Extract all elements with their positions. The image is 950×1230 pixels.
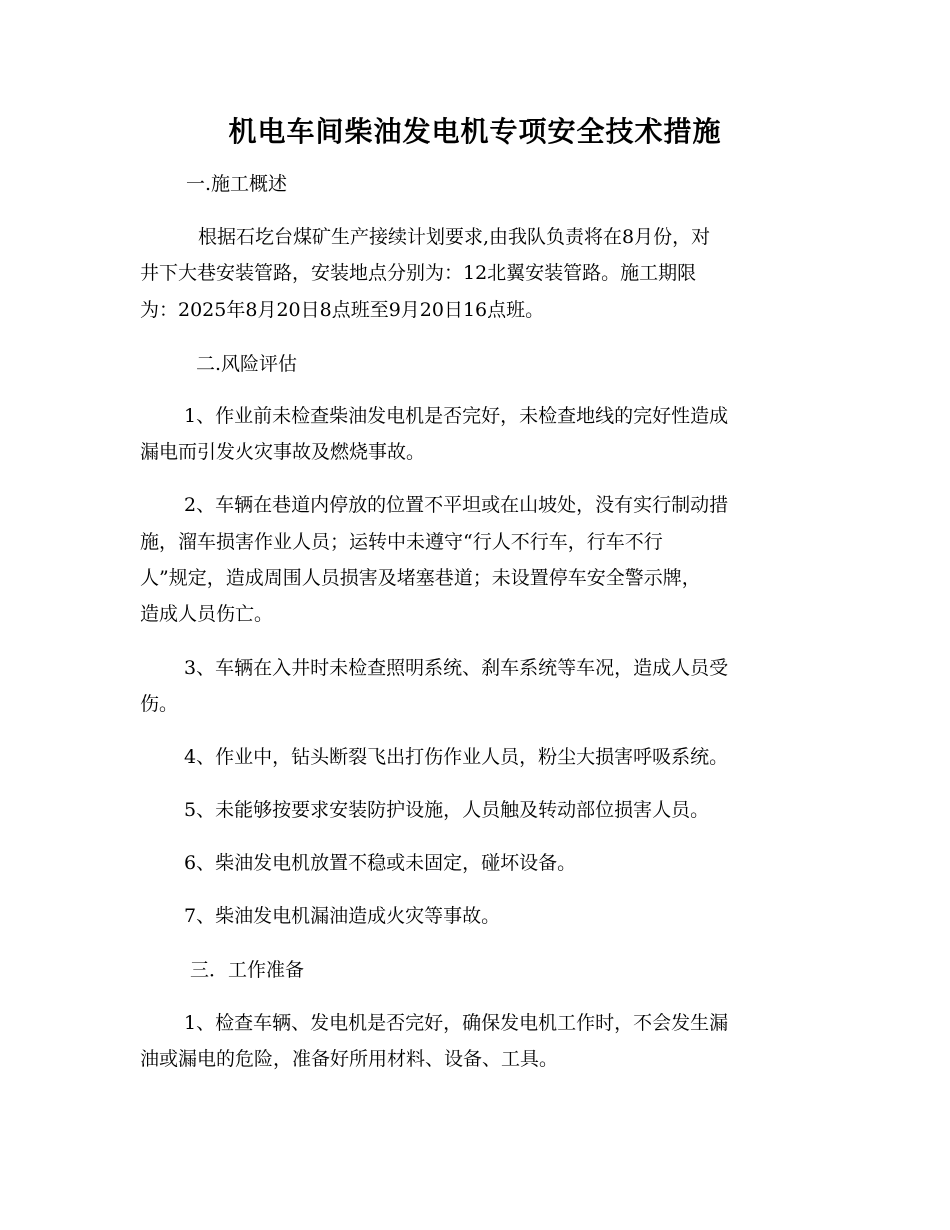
section-heading-preparation: 三．工作准备 bbox=[190, 959, 305, 981]
paragraph-line: 漏电而引发火灾事故及燃烧事故。 bbox=[140, 441, 426, 463]
paragraph-line: 施，溜车损害作业人员；运转中未遵守“行人不行车，行车不行 bbox=[140, 531, 663, 553]
paragraph-line: 井下大巷安装管路，安装地点分别为：12北翼安装管路。施工期限 bbox=[140, 262, 697, 284]
section-heading-overview: 一.施工概述 bbox=[186, 173, 288, 195]
paragraph-line: 1、作业前未检查柴油发电机是否完好，未检查地线的完好性造成 bbox=[184, 405, 729, 427]
section-heading-risk: 二.风险评估 bbox=[196, 353, 298, 375]
paragraph-line: 4、作业中，钻头断裂飞出打伤作业人员，粉尘大损害呼吸系统。 bbox=[184, 746, 729, 768]
paragraph-line: 造成人员伤亡。 bbox=[140, 603, 274, 625]
paragraph-line: 油或漏电的危险，准备好所用材料、设备、工具。 bbox=[140, 1048, 559, 1070]
paragraph-line: 为：2025年8月20日8点班至9月20日16点班。 bbox=[140, 299, 545, 321]
paragraph-line: 人”规定，造成周围人员损害及堵塞巷道；未设置停车安全警示牌， bbox=[140, 567, 701, 589]
paragraph-line: 5、未能够按要求安装防护设施，人员触及转动部位损害人员。 bbox=[184, 799, 710, 821]
paragraph-line: 7、柴油发电机漏油造成火灾等事故。 bbox=[184, 905, 501, 927]
paragraph-line: 根据石圪台煤矿生产接续计划要求,由我队负责将在8月份，对 bbox=[198, 226, 711, 248]
paragraph-line: 2、车辆在巷道内停放的位置不平坦或在山坡处，没有实行制动措 bbox=[184, 494, 729, 516]
paragraph-line: 3、车辆在入井时未检查照明系统、刹车系统等车况，造成人员受 bbox=[184, 657, 729, 679]
paragraph-line: 1、检查车辆、发电机是否完好，确保发电机工作时，不会发生漏 bbox=[184, 1012, 729, 1034]
paragraph-line: 伤。 bbox=[140, 693, 179, 715]
document-title: 机电车间柴油发电机专项安全技术措施 bbox=[228, 115, 722, 148]
paragraph-line: 6、柴油发电机放置不稳或未固定，碰坏设备。 bbox=[184, 852, 577, 874]
